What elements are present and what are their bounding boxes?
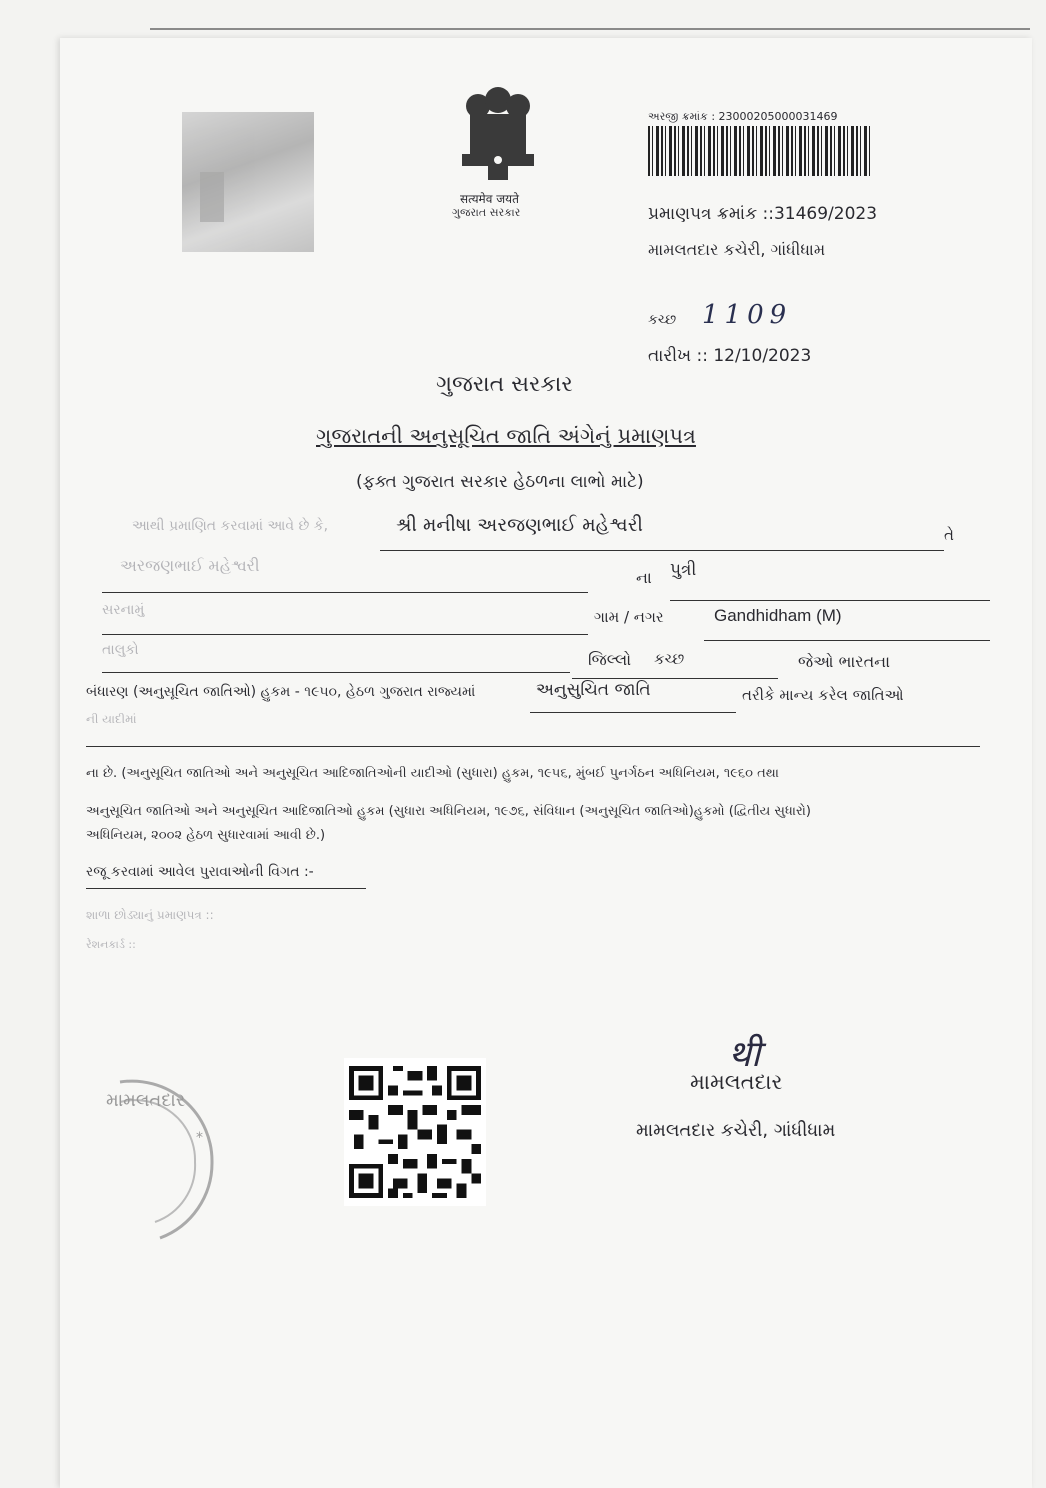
village-label: ગામ / નગર	[594, 608, 664, 626]
issuing-office: મામલતદાર કચેરી, ગાંધીધામ	[648, 240, 826, 259]
legal-para-line1: ના છે. (અનુસૂચિત જાતિઓ અને અનુસૂચિત આદિજાતિઓની યાદીઓ (સુધારા) હુકમ, ૧૯૫૬, મુંબઈ પુનર્ગઠન અધિનિયમ, ૧૯૬૦ તથા	[86, 766, 779, 781]
issue-date: તારીખ :: 12/10/2023	[648, 346, 812, 366]
signatory-title: મામલતદાર	[690, 1070, 783, 1094]
address-field: સરનામું	[102, 602, 145, 618]
father-name: અરજણભાઈ મહેશ્વરી	[120, 556, 260, 575]
evidence-item-2: રેશનકાર્ડ ::	[86, 938, 136, 951]
village-underline	[704, 640, 990, 641]
certificate-number: પ્રમાણપત્ર ક્રમાંક ::31469/2023	[648, 204, 878, 224]
address-underline	[102, 634, 588, 635]
caste-value: અનુસુચિત જાતિ	[536, 680, 651, 700]
taluka-underline	[102, 672, 570, 673]
name-underline	[380, 550, 944, 551]
legal-para-line2: અનુસૂચિત જાતિઓ અને અનુસૂચિત આદિજાતિઓ હુકમ (સુધારા અધિનિયમ, ૧૯૭૬, સંવિધાન (અનુસૂચિત જાતિઓ)હુકમો (દ્વિતીય સુધારો)	[86, 804, 811, 819]
caste-underline	[530, 712, 736, 713]
relation: પુત્રી	[670, 560, 697, 580]
father-underline	[102, 592, 588, 593]
govt-title: ગુજરાત સરકાર	[436, 372, 573, 397]
evidence-underline	[86, 888, 366, 889]
community-underline	[86, 746, 980, 747]
taluka-field: તાલુકો	[102, 642, 139, 658]
signature-scribble: थी	[728, 1034, 761, 1075]
applicant-name: શ્રી મનીષા અરજણભાઈ મહેશ્વરી	[396, 514, 643, 536]
office-seal-icon	[100, 1062, 218, 1242]
certificate-page	[60, 38, 1032, 1488]
te-label: તે	[944, 526, 954, 544]
emblem-govt: ગુજરાત સરકાર	[452, 206, 521, 219]
svg-text:*: *	[196, 1130, 203, 1146]
evidence-title: રજૂ કરવામાં આવેલ પુરાવાઓની વિગત :-	[86, 864, 314, 880]
order-prefix: બંધારણ (અનુસૂચિત જાતિઓ) હુકમ - ૧૯૫૦, હેઠળ ગુજરાત રાજ્યમાં	[86, 684, 476, 700]
relation-underline	[670, 600, 990, 601]
scan-top-edge	[150, 28, 1030, 30]
applicant-photo	[182, 112, 314, 252]
district-underline	[572, 678, 778, 679]
national-emblem-icon	[448, 84, 548, 184]
qr-code	[344, 1058, 486, 1206]
certificate-title: ગુજરાતની અનુસૂચિત જાતિ અંગેનું પ્રમાણપત્ર	[316, 424, 696, 448]
application-number: અરજી ક્રમાંક : 23000205000031469	[648, 110, 838, 123]
recognized-text: તરીકે માન્ય કરેલ જાતિઓ	[742, 686, 904, 704]
emblem-motto: सत्यमेव जयते	[460, 192, 519, 206]
svg-text:મામલતદાર: મામલતદાર	[106, 1090, 186, 1111]
register-label: કચ્છ	[648, 312, 677, 328]
signatory-office: મામલતદાર કચેરી, ગાંધીધામ	[636, 1120, 836, 1141]
district-value: કચ્છ	[654, 650, 685, 668]
village-value: Gandhidham (M)	[714, 606, 842, 625]
legal-para-line3: અધિનિયમ, ૨૦૦૨ હેઠળ સુધારવામાં આવી છે.)	[86, 828, 326, 843]
community-field: ની યાદીમાં	[86, 712, 137, 726]
india-text: જેઓ ભારતના	[798, 652, 891, 671]
certify-prefix: આથી પ્રમાણિત કરવામાં આવે છે કે,	[132, 518, 329, 534]
na-label: ના	[636, 568, 652, 587]
evidence-item-1: શાળા છોડ્યાનું પ્રમાણપત્ર ::	[86, 908, 214, 922]
register-number: 1109	[702, 300, 793, 330]
barcode	[648, 126, 870, 176]
district-label: જિલ્લો	[588, 650, 632, 669]
certificate-subtitle: (ફક્ત ગુજરાત સરકાર હેઠળના લાભો માટે)	[356, 472, 644, 492]
